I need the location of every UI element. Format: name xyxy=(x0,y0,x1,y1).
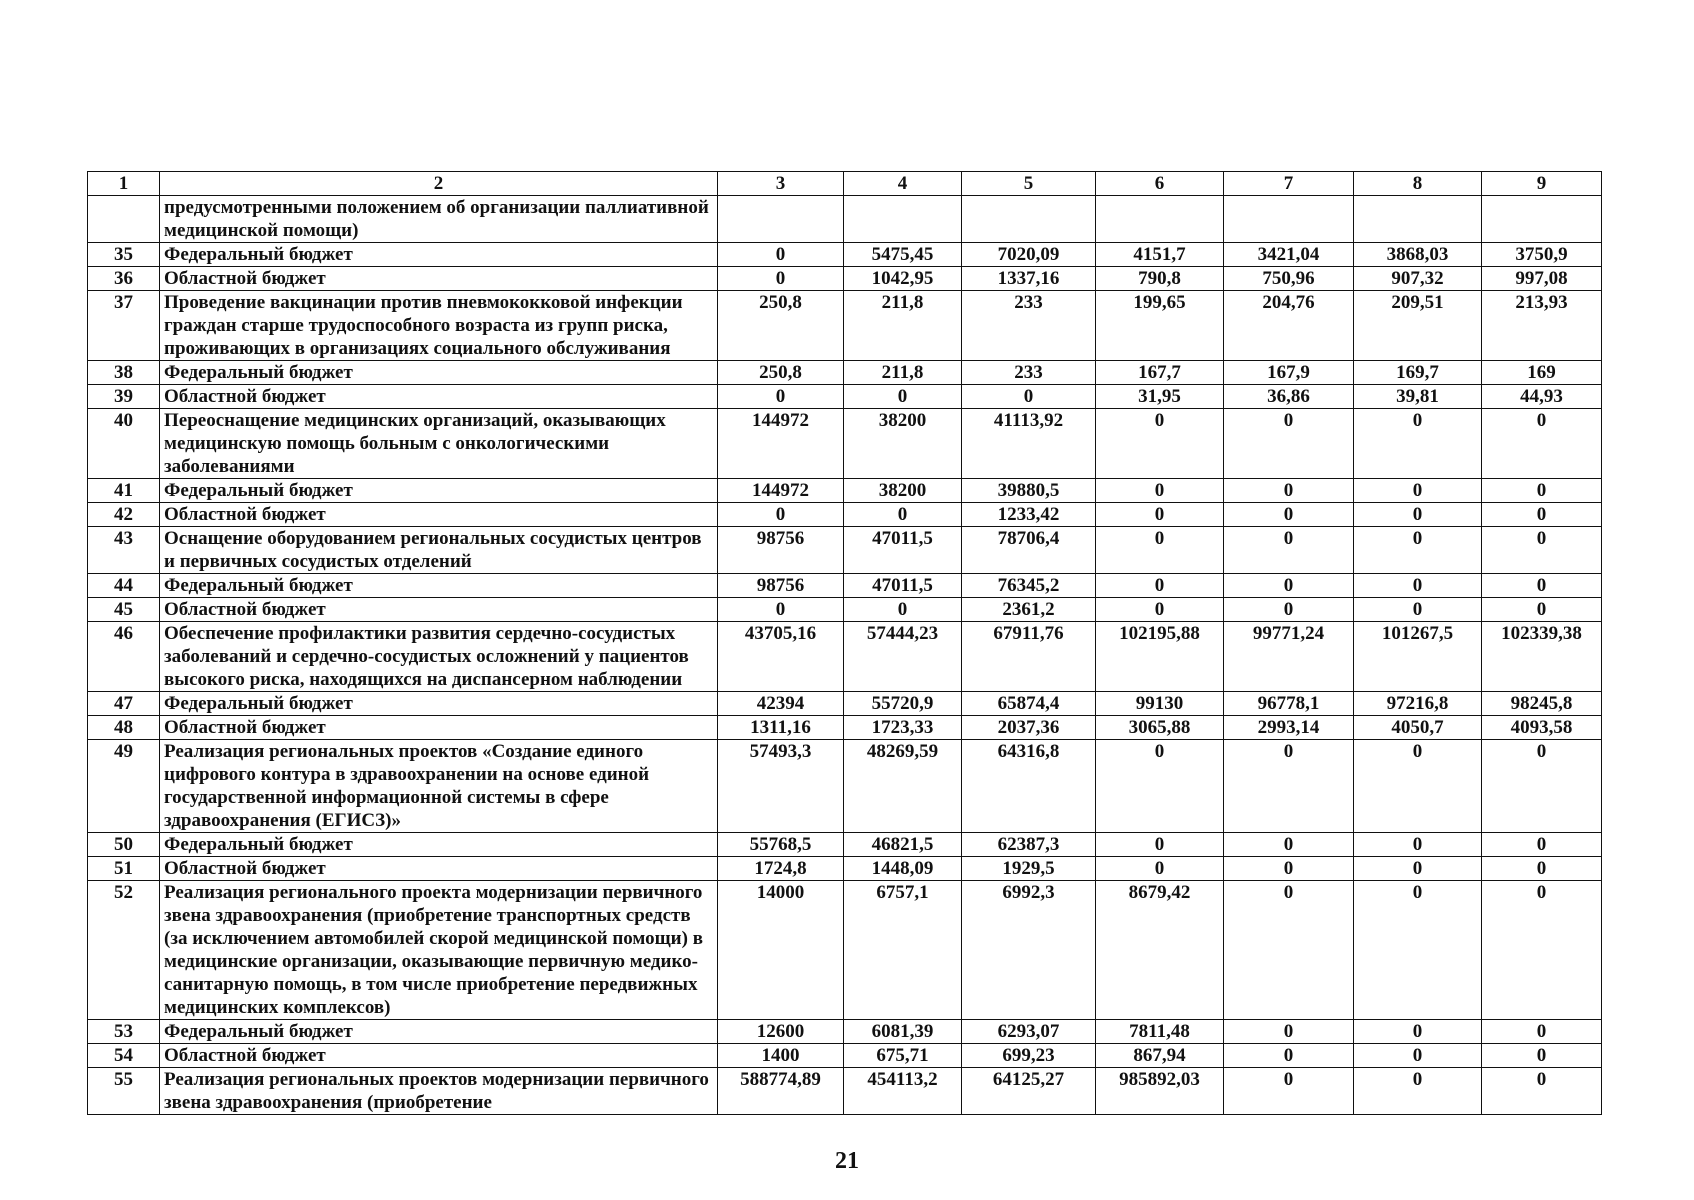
value-cell: 0 xyxy=(718,267,844,291)
table-row xyxy=(88,243,1602,267)
row-number: 54 xyxy=(88,1044,160,1068)
value-cell: 0 xyxy=(1224,1020,1354,1044)
value-cell: 0 xyxy=(1224,503,1354,527)
value-cell: 7020,09 xyxy=(962,243,1096,267)
value-cell: 0 xyxy=(1482,1044,1602,1068)
value-cell: 99130 xyxy=(1096,692,1224,716)
value-cell: 0 xyxy=(718,598,844,622)
value-cell: 1724,8 xyxy=(718,857,844,881)
value-cell: 211,8 xyxy=(844,361,962,385)
row-description: Областной бюджет xyxy=(160,598,718,622)
row-number: 44 xyxy=(88,574,160,598)
value-cell: 4093,58 xyxy=(1482,716,1602,740)
table-row xyxy=(88,833,1602,857)
column-header: 9 xyxy=(1482,172,1602,196)
value-cell xyxy=(1354,196,1482,243)
row-description: Реализация регионального проекта модернизации первичного звена здравоохранения (приобретение транспортных средств (за исключением автомобилей скорой медицинской помощи) в медицинские организации, оказывающие первичную медико-санитарную помощь, в том числе приобретение передвижных медицинских комплексов) xyxy=(160,881,718,1020)
value-cell: 144972 xyxy=(718,479,844,503)
value-cell: 0 xyxy=(1482,479,1602,503)
table-row xyxy=(88,479,1602,503)
value-cell: 0 xyxy=(1482,833,1602,857)
table-body xyxy=(88,196,1602,1115)
value-cell: 169 xyxy=(1482,361,1602,385)
value-cell: 1311,16 xyxy=(718,716,844,740)
value-cell: 209,51 xyxy=(1354,291,1482,361)
table-row xyxy=(88,857,1602,881)
value-cell: 0 xyxy=(1354,409,1482,479)
value-cell: 38200 xyxy=(844,409,962,479)
table-row xyxy=(88,716,1602,740)
table-row xyxy=(88,361,1602,385)
row-description: Областной бюджет xyxy=(160,267,718,291)
value-cell: 67911,76 xyxy=(962,622,1096,692)
value-cell: 0 xyxy=(1354,833,1482,857)
value-cell: 0 xyxy=(1354,503,1482,527)
value-cell: 0 xyxy=(1096,479,1224,503)
table-row xyxy=(88,385,1602,409)
table-row xyxy=(88,622,1602,692)
value-cell: 0 xyxy=(1354,574,1482,598)
value-cell: 0 xyxy=(1482,574,1602,598)
value-cell: 0 xyxy=(1096,740,1224,833)
value-cell: 47011,5 xyxy=(844,527,962,574)
table-row xyxy=(88,503,1602,527)
value-cell: 0 xyxy=(1224,1068,1354,1115)
value-cell: 6992,3 xyxy=(962,881,1096,1020)
value-cell: 96778,1 xyxy=(1224,692,1354,716)
value-cell: 12600 xyxy=(718,1020,844,1044)
value-cell: 78706,4 xyxy=(962,527,1096,574)
value-cell: 0 xyxy=(1354,1020,1482,1044)
value-cell: 1723,33 xyxy=(844,716,962,740)
row-number: 36 xyxy=(88,267,160,291)
value-cell: 39,81 xyxy=(1354,385,1482,409)
row-description: Федеральный бюджет xyxy=(160,243,718,267)
value-cell: 38200 xyxy=(844,479,962,503)
value-cell: 57444,23 xyxy=(844,622,962,692)
value-cell: 14000 xyxy=(718,881,844,1020)
table-row xyxy=(88,409,1602,479)
value-cell: 0 xyxy=(1224,574,1354,598)
value-cell: 7811,48 xyxy=(1096,1020,1224,1044)
budget-table xyxy=(87,171,1602,1115)
value-cell: 0 xyxy=(962,385,1096,409)
page-number: 21 xyxy=(835,1148,859,1174)
value-cell xyxy=(1096,196,1224,243)
value-cell: 55720,9 xyxy=(844,692,962,716)
value-cell: 250,8 xyxy=(718,291,844,361)
row-number: 35 xyxy=(88,243,160,267)
value-cell: 99771,24 xyxy=(1224,622,1354,692)
row-description: Областной бюджет xyxy=(160,857,718,881)
value-cell: 102195,88 xyxy=(1096,622,1224,692)
value-cell: 199,65 xyxy=(1096,291,1224,361)
value-cell: 55768,5 xyxy=(718,833,844,857)
value-cell: 0 xyxy=(1482,527,1602,574)
value-cell: 8679,42 xyxy=(1096,881,1224,1020)
value-cell: 0 xyxy=(1224,1044,1354,1068)
value-cell: 588774,89 xyxy=(718,1068,844,1115)
table-row xyxy=(88,598,1602,622)
value-cell: 64316,8 xyxy=(962,740,1096,833)
value-cell: 211,8 xyxy=(844,291,962,361)
value-cell: 0 xyxy=(1482,1068,1602,1115)
value-cell: 57493,3 xyxy=(718,740,844,833)
value-cell: 98756 xyxy=(718,574,844,598)
value-cell: 169,7 xyxy=(1354,361,1482,385)
value-cell: 65874,4 xyxy=(962,692,1096,716)
row-description: Проведение вакцинации против пневмококковой инфекции граждан старше трудоспособного возраста из групп риска, проживающих в организациях социального обслуживания xyxy=(160,291,718,361)
row-description: Областной бюджет xyxy=(160,385,718,409)
row-number: 51 xyxy=(88,857,160,881)
value-cell: 97216,8 xyxy=(1354,692,1482,716)
row-number: 37 xyxy=(88,291,160,361)
row-description: Федеральный бюджет xyxy=(160,1020,718,1044)
value-cell: 907,32 xyxy=(1354,267,1482,291)
value-cell: 0 xyxy=(1224,527,1354,574)
value-cell: 1337,16 xyxy=(962,267,1096,291)
value-cell: 204,76 xyxy=(1224,291,1354,361)
value-cell: 3868,03 xyxy=(1354,243,1482,267)
row-number: 38 xyxy=(88,361,160,385)
row-number: 47 xyxy=(88,692,160,716)
value-cell: 0 xyxy=(1354,1044,1482,1068)
value-cell: 0 xyxy=(1482,598,1602,622)
value-cell: 213,93 xyxy=(1482,291,1602,361)
row-description: предусмотренными положением об организации паллиативной медицинской помощи) xyxy=(160,196,718,243)
row-description: Реализация региональных проектов модернизации первичного звена здравоохранения (приобретение xyxy=(160,1068,718,1115)
row-description: Переоснащение медицинских организаций, оказывающих медицинскую помощь больным с онкологическими заболеваниями xyxy=(160,409,718,479)
value-cell: 0 xyxy=(1224,833,1354,857)
value-cell: 233 xyxy=(962,291,1096,361)
row-number: 45 xyxy=(88,598,160,622)
value-cell: 6081,39 xyxy=(844,1020,962,1044)
value-cell: 985892,03 xyxy=(1096,1068,1224,1115)
row-description: Оснащение оборудованием региональных сосудистых центров и первичных сосудистых отделений xyxy=(160,527,718,574)
value-cell: 0 xyxy=(1096,574,1224,598)
table-row xyxy=(88,527,1602,574)
table-row xyxy=(88,1020,1602,1044)
value-cell: 0 xyxy=(844,598,962,622)
value-cell: 4050,7 xyxy=(1354,716,1482,740)
column-header: 2 xyxy=(160,172,718,196)
value-cell: 0 xyxy=(1354,857,1482,881)
value-cell: 0 xyxy=(1096,409,1224,479)
value-cell xyxy=(718,196,844,243)
row-description: Реализация региональных проектов «Создание единого цифрового контура в здравоохранении на основе единой государственной информационной системы в сфере здравоохранения (ЕГИСЗ)» xyxy=(160,740,718,833)
value-cell: 0 xyxy=(844,385,962,409)
table-header-row xyxy=(88,172,1602,196)
value-cell: 0 xyxy=(1224,740,1354,833)
value-cell: 0 xyxy=(1224,409,1354,479)
table-row xyxy=(88,881,1602,1020)
value-cell: 6293,07 xyxy=(962,1020,1096,1044)
value-cell xyxy=(844,196,962,243)
row-number: 43 xyxy=(88,527,160,574)
value-cell xyxy=(1224,196,1354,243)
value-cell: 62387,3 xyxy=(962,833,1096,857)
row-description: Областной бюджет xyxy=(160,716,718,740)
row-description: Областной бюджет xyxy=(160,1044,718,1068)
value-cell: 144972 xyxy=(718,409,844,479)
row-number: 50 xyxy=(88,833,160,857)
value-cell: 1233,42 xyxy=(962,503,1096,527)
value-cell: 0 xyxy=(1354,598,1482,622)
value-cell: 0 xyxy=(1354,740,1482,833)
value-cell: 0 xyxy=(1354,881,1482,1020)
value-cell: 167,9 xyxy=(1224,361,1354,385)
value-cell: 5475,45 xyxy=(844,243,962,267)
value-cell: 36,86 xyxy=(1224,385,1354,409)
value-cell: 0 xyxy=(1482,1020,1602,1044)
value-cell: 39880,5 xyxy=(962,479,1096,503)
value-cell: 0 xyxy=(1354,479,1482,503)
value-cell: 454113,2 xyxy=(844,1068,962,1115)
value-cell: 48269,59 xyxy=(844,740,962,833)
row-description: Федеральный бюджет xyxy=(160,361,718,385)
row-description: Федеральный бюджет xyxy=(160,692,718,716)
column-header: 4 xyxy=(844,172,962,196)
value-cell: 0 xyxy=(1354,1068,1482,1115)
value-cell: 0 xyxy=(1224,479,1354,503)
value-cell: 3421,04 xyxy=(1224,243,1354,267)
value-cell: 0 xyxy=(1224,598,1354,622)
value-cell: 0 xyxy=(1096,857,1224,881)
value-cell: 0 xyxy=(1224,857,1354,881)
value-cell: 76345,2 xyxy=(962,574,1096,598)
value-cell: 0 xyxy=(1482,881,1602,1020)
value-cell: 2037,36 xyxy=(962,716,1096,740)
value-cell: 4151,7 xyxy=(1096,243,1224,267)
row-number: 46 xyxy=(88,622,160,692)
value-cell: 47011,5 xyxy=(844,574,962,598)
value-cell: 867,94 xyxy=(1096,1044,1224,1068)
row-number: 42 xyxy=(88,503,160,527)
row-number: 52 xyxy=(88,881,160,1020)
column-header: 7 xyxy=(1224,172,1354,196)
table-row xyxy=(88,1068,1602,1115)
value-cell: 0 xyxy=(1354,527,1482,574)
row-number: 41 xyxy=(88,479,160,503)
value-cell: 101267,5 xyxy=(1354,622,1482,692)
value-cell: 997,08 xyxy=(1482,267,1602,291)
table-row xyxy=(88,267,1602,291)
value-cell: 44,93 xyxy=(1482,385,1602,409)
value-cell: 0 xyxy=(1482,740,1602,833)
row-description: Областной бюджет xyxy=(160,503,718,527)
row-description: Обеспечение профилактики развития сердечно-сосудистых заболеваний и сердечно-сосудистых осложнений у пациентов высокого риска, находящихся на диспансерном наблюдении xyxy=(160,622,718,692)
table-row xyxy=(88,692,1602,716)
value-cell: 102339,38 xyxy=(1482,622,1602,692)
value-cell: 0 xyxy=(1224,881,1354,1020)
row-number: 55 xyxy=(88,1068,160,1115)
table-row xyxy=(88,574,1602,598)
value-cell: 1448,09 xyxy=(844,857,962,881)
column-header: 3 xyxy=(718,172,844,196)
value-cell: 2361,2 xyxy=(962,598,1096,622)
value-cell: 0 xyxy=(1482,857,1602,881)
value-cell: 46821,5 xyxy=(844,833,962,857)
value-cell: 43705,16 xyxy=(718,622,844,692)
value-cell xyxy=(1482,196,1602,243)
row-number: 49 xyxy=(88,740,160,833)
value-cell: 233 xyxy=(962,361,1096,385)
value-cell: 0 xyxy=(1482,409,1602,479)
value-cell: 0 xyxy=(718,503,844,527)
value-cell: 0 xyxy=(718,385,844,409)
table-row xyxy=(88,196,1602,243)
column-header: 1 xyxy=(88,172,160,196)
value-cell: 6757,1 xyxy=(844,881,962,1020)
row-number: 40 xyxy=(88,409,160,479)
value-cell: 0 xyxy=(1096,503,1224,527)
value-cell xyxy=(962,196,1096,243)
column-header: 8 xyxy=(1354,172,1482,196)
row-description: Федеральный бюджет xyxy=(160,574,718,598)
value-cell: 0 xyxy=(1096,598,1224,622)
value-cell: 98245,8 xyxy=(1482,692,1602,716)
row-number: 39 xyxy=(88,385,160,409)
table-row xyxy=(88,291,1602,361)
row-number: 48 xyxy=(88,716,160,740)
value-cell: 0 xyxy=(844,503,962,527)
value-cell: 3750,9 xyxy=(1482,243,1602,267)
table-row xyxy=(88,1044,1602,1068)
value-cell: 0 xyxy=(1096,833,1224,857)
value-cell: 31,95 xyxy=(1096,385,1224,409)
value-cell: 167,7 xyxy=(1096,361,1224,385)
value-cell: 2993,14 xyxy=(1224,716,1354,740)
column-header: 5 xyxy=(962,172,1096,196)
column-header: 6 xyxy=(1096,172,1224,196)
value-cell: 675,71 xyxy=(844,1044,962,1068)
row-description: Федеральный бюджет xyxy=(160,479,718,503)
row-number xyxy=(88,196,160,243)
value-cell: 64125,27 xyxy=(962,1068,1096,1115)
row-description: Федеральный бюджет xyxy=(160,833,718,857)
value-cell: 699,23 xyxy=(962,1044,1096,1068)
value-cell: 1400 xyxy=(718,1044,844,1068)
value-cell: 1042,95 xyxy=(844,267,962,291)
row-number: 53 xyxy=(88,1020,160,1044)
value-cell: 750,96 xyxy=(1224,267,1354,291)
value-cell: 42394 xyxy=(718,692,844,716)
value-cell: 0 xyxy=(1096,527,1224,574)
value-cell: 250,8 xyxy=(718,361,844,385)
value-cell: 1929,5 xyxy=(962,857,1096,881)
value-cell: 41113,92 xyxy=(962,409,1096,479)
value-cell: 0 xyxy=(718,243,844,267)
table-row xyxy=(88,740,1602,833)
value-cell: 790,8 xyxy=(1096,267,1224,291)
value-cell: 98756 xyxy=(718,527,844,574)
value-cell: 0 xyxy=(1482,503,1602,527)
value-cell: 3065,88 xyxy=(1096,716,1224,740)
